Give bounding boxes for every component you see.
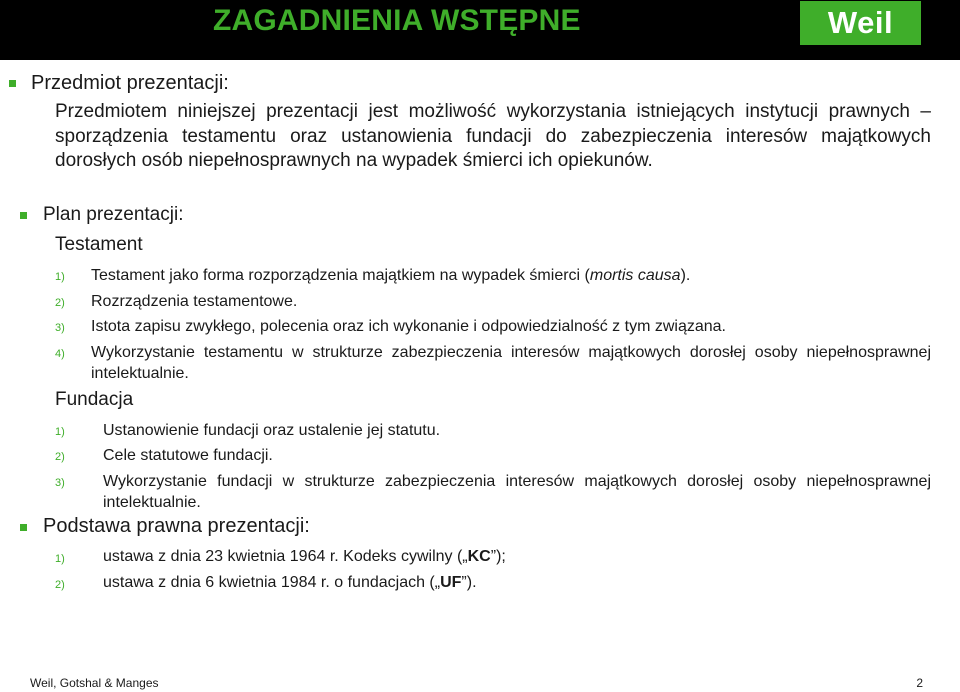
list-item: Wykorzystanie fundacji w strukturze zabezpieczenia interesów majątkowych dorosłej osoby niepełnosprawnej intelektualnie.: [103, 473, 931, 511]
list-number: 4): [55, 348, 65, 360]
list-number: 2): [55, 451, 65, 463]
bullet-square-icon: [20, 212, 27, 219]
list-number: 1): [55, 271, 65, 283]
list-number: 1): [55, 426, 65, 438]
list-item: Testament jako forma rozporządzenia majątkiem na wypadek śmierci (mortis causa).: [91, 267, 691, 284]
header-bar: [0, 0, 960, 60]
bullet-square-icon: [9, 80, 16, 87]
list-item: Wykorzystanie testamentu w strukturze zabezpieczenia interesów majątkowych dorosłej osoby niepełnosprawnej intelektualnie.: [91, 344, 931, 382]
subheading-fundacja: Fundacja: [55, 389, 134, 410]
footer-firm-name: Weil, Gotshal & Manges: [30, 676, 159, 690]
logo-text: Weil: [827, 5, 894, 40]
list-item: Rozrządzenia testamentowe.: [91, 293, 298, 310]
list-number: 2): [55, 297, 65, 309]
section-heading-legal-basis: Podstawa prawna prezentacji:: [43, 515, 310, 537]
bullet-square-icon: [20, 524, 27, 531]
list-item: Ustanowienie fundacji oraz ustalenie jej statutu.: [103, 422, 441, 439]
list-item: Cele statutowe fundacji.: [103, 447, 273, 464]
page-number: 2: [916, 676, 923, 690]
list-item: ustawa z dnia 23 kwietnia 1964 r. Kodeks cywilny („KC”);: [103, 548, 506, 565]
subject-paragraph: Przedmiotem niniejszej prezentacji jest możliwość wykorzystania istniejących instytucji prawnych – sporządzenia testamentu oraz ustanowienia fundacji do zabezpieczenia interesów majątkowych dorosłych osób niepełnosprawnych na wypadek śmierci ich opiekunów.: [55, 101, 931, 171]
list-number: 2): [55, 579, 65, 591]
weil-logo: [800, 1, 921, 45]
list-number: 3): [55, 322, 65, 334]
list-item: Istota zapisu zwykłego, polecenia oraz ich wykonanie i odpowiedzialność z tym związana.: [91, 318, 726, 335]
slide-title: ZAGADNIENIA WSTĘPNE: [213, 4, 581, 37]
list-number: 1): [55, 553, 65, 565]
section-heading-subject: Przedmiot prezentacji:: [31, 72, 229, 94]
subheading-testament: Testament: [55, 234, 143, 255]
section-heading-plan: Plan prezentacji:: [43, 204, 184, 225]
list-number: 3): [55, 477, 65, 489]
list-item: ustawa z dnia 6 kwietnia 1984 r. o fundacjach („UF”).: [103, 574, 477, 591]
